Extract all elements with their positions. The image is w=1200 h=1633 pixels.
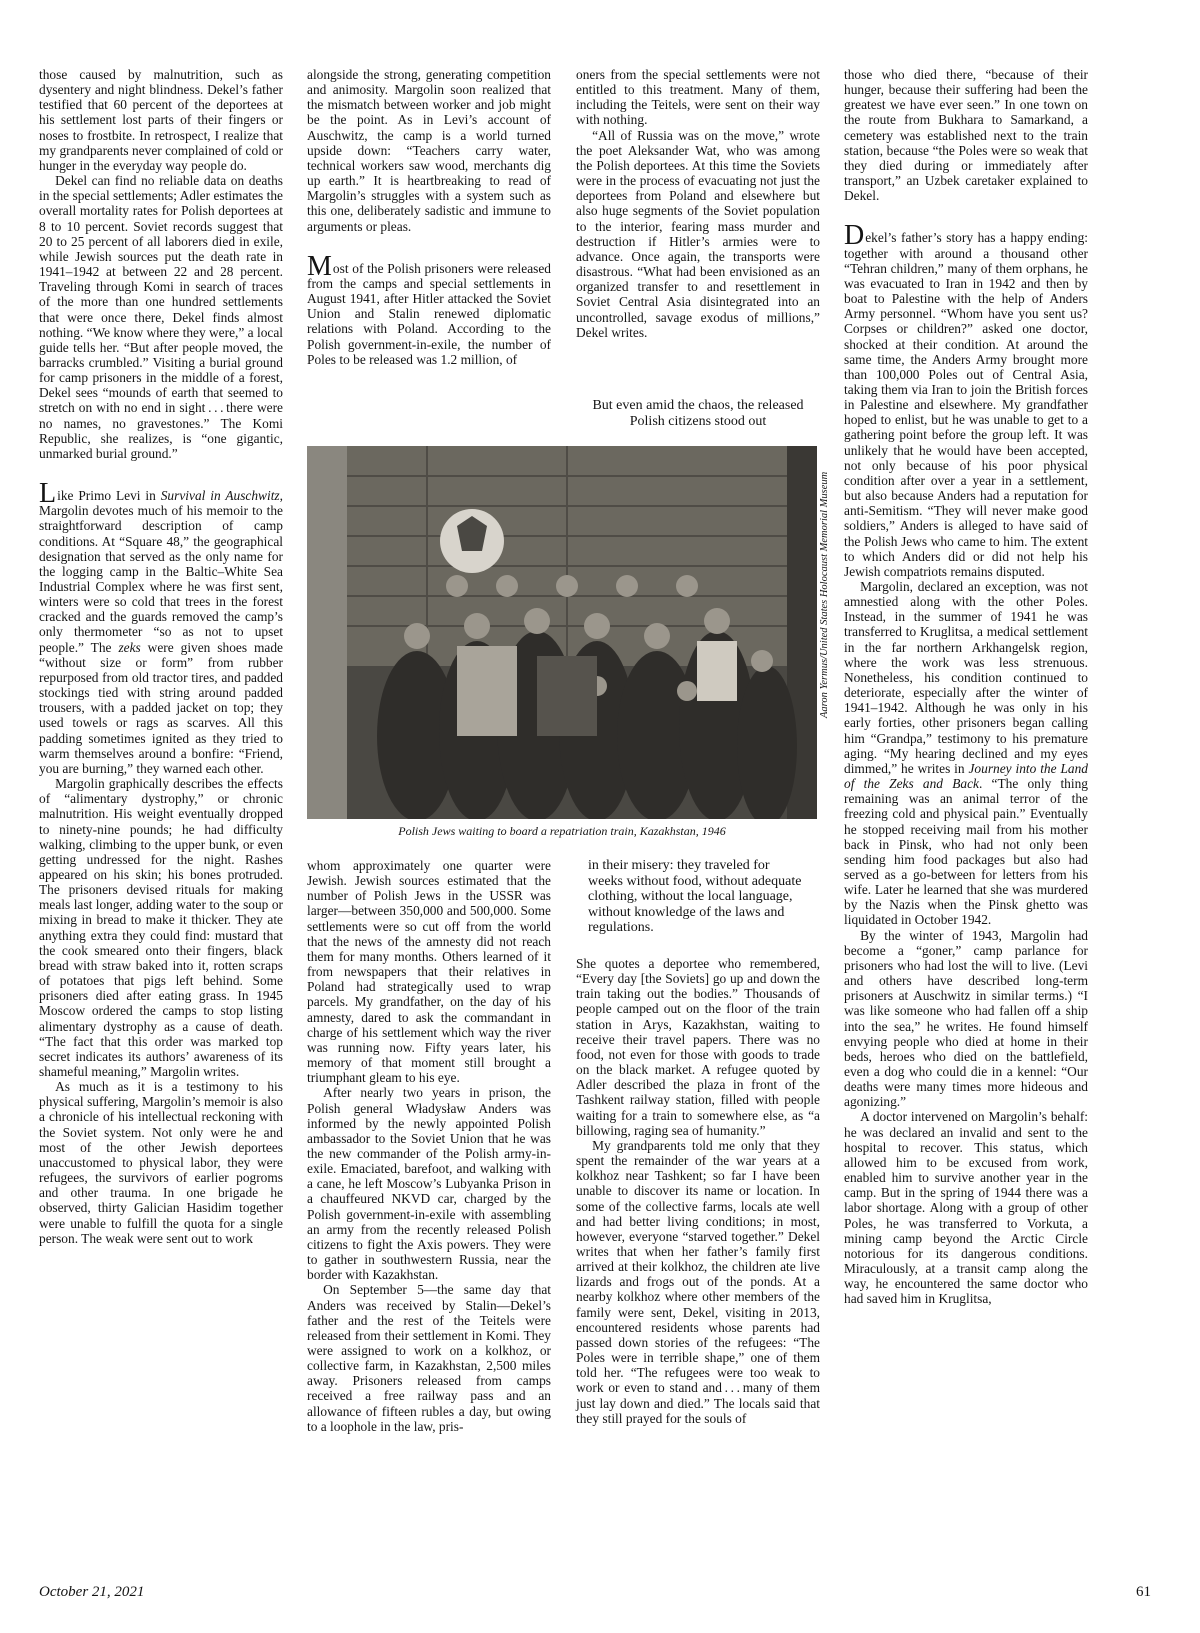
book-title: Survival in Auschwitz [160,488,280,504]
photo-credit: Aaron Yermus/United States Holocaust Memorial Museum [819,471,830,719]
paragraph: My grandparents told me only that they spent the remainder of the war years at a kolkhoz near Tashkent; so far I have been unable to discover its name or location. In some of the collective farms, locals ate well and had better living conditions; in most, however, everyone “starved together.” Dekel writes that when her father’s family first arrived at their kolkhoz, the children ate live lizards and frogs out of the ponds. At a nearby kolkhoz where other members of the family were sent, Dekel, visiting in 2013, encountered residents whose parents had passed down stories of the refugees: “The Poles were in terrible shape,” one of them told her. “The refugees were too weak to work or even to stand and . . . many of them just lay down and died.” The locals said that they still prayed for the souls of [576,1137,820,1426]
pull-quote-top: But even amid the chaos, the released Polish citizens stood out [592,398,804,429]
section-opening-paragraph: Dekel’s father’s story has a happy ending: together with around a thousand other “Tehran children,” many of them orphans, he was evacuated to Iran in 1942 and then by boat to Palestine with the help of Anders Army personnel. “Whom have you sent us? Corpses or children?” asked one doctor, shocked at their condition. At around the same time, the Anders Army brought more than 100,000 Poles out of Central Asia, taking them via Iran to join the British forces in Palestine and elsewhere. My grandfather hoped to enlist, but he was unable to get to a gathering point before the group left. It was unlikely that he would have been accepted, not only because of his poor physical condition after over a year in a settlement, but also because Anders had a reputation for anti-Semitism. “They will never make good soldiers,” Anders is alleged to have said of the Polish Jews who came to him. The extent to which Anders did or did not help his Jewish compatriots remains disputed. [844,220,1088,579]
column-2-bottom [307,858,551,1434]
group-photo-image [307,446,817,819]
paragraph: whom approximately one quarter were Jewish. Jewish sources estimated that the number of Polish Jews in the USSR was larger—between 350,000 and 500,000. Some settlements were so cut off from the world that the news of the amnesty did not reach them for many months. Others learned of it from newspapers that their relatives in Poland had strategically used to wrap parcels. My grandfather, on the day of his amnesty, dared to ask the commandant in charge of his settlement which way the river was running now. Fifty years later, his memory of that moment still brought a triumphant gleam to his eye. [307,858,551,1086]
drop-cap: M [307,250,332,282]
paragraph: Margolin, declared an exception, was not amnestied along with the other Poles. Instead, in the summer of 1941 he was transferred to Kruglitsa, a medical settlement in the far northern Arkhangelsk region, where the work was less strenuous. Nonetheless, his condition continued to deteriorate, especially after the winter of 1941–1942. Although he was only in his early forties, other prisoners began calling him “Grandpa,” testimony to his premature aging. “My hearing declined and my eyes dimmed,” he writes in Journey into the Land of the Zeks and Back. “The only thing remaining was an animal terror of the freezing cold and physical pain.” Eventually he stopped receiving mail from his mother back in Pinsk, who had not only been sending him food packages but also had served as a go-between for letters from his wife. Later he learned that she was murdered by the Nazis when the Pinsk ghetto was liquidated in October 1942. [844,579,1088,928]
paragraph: By the winter of 1943, Margolin had become a “goner,” camp parlance for prisoners who had lost the will to live. (Levi and others have described long-term prisoners at Auschwitz in similar terms.) “I was like someone who had fallen off a ship into the sea,” he writes. He found himself envying people who died at home in their beds, heroes who died on the battlefield, even a dog who could die in a kennel: “Our deaths were many times more hideous and agonizing.” [844,927,1088,1110]
paragraph: She quotes a deportee who remembered, “Every day [the Soviets] go up and down the train taking out the bodies.” Thousands of people camped out on the floor of the train station in Arys, Kazakhstan, waiting to receive their travel papers. There was no food, not even for those with goods to trade on the black market. A refugee quoted by Adler described the plaza in front of the Tashkent railway station, filled with people waiting for a train to somewhere else, as “a billowing, raging sea of humanity.” [576,956,820,1138]
column-2-top [307,67,551,367]
drop-cap: L [39,478,57,510]
column-1 [39,67,283,1246]
paragraph: Margolin graphically describes the effects of “alimentary dystrophy,” or chronic malnutrition. His weight eventually dropped to ninety-nine pounds; he had difficulty walking, climbing to the upper bunk, or even getting undressed for the night. Rashes appeared on his skin; his bones protruded. The prisoners devised rituals for making meals last longer, adding water to the soup or mixing in bread to make it thicker. They ate anything extra they could find: mustard that the cook smeared onto their fingers, black bread with straw baked into it, rotten scraps of potatoes that pigs left behind. Some prisoners died after eating grass. In 1945 Moscow ordered the camps to stop listing alimentary dystrophy as a cause of death. “The fact that this order was marked top secret indicates its authors’ awareness of its shameful meaning,” Margolin writes. [39,776,283,1079]
book-title: Journey into the Land of the Zeks and Back [844,760,1088,792]
column-4 [844,67,1088,1307]
section-opening-paragraph: Like Primo Levi in Survival in Auschwitz, Margolin devotes much of his memoir to the straightforward description of camp conditions. At “Square 48,” the geographical designation that served as the only name for the logging camp in the Baltic–White Sea Industrial Complex where he was first sent, winters were so cold that trees in the forest cracked and the guards removed the camp’s only thermometer “so as not to upset people.” The zeks were given shoes made “without size or form” from rubber repurposed from old tractor tires, and padded stockings tied with string around padded trousers, with a padded jacket on top; they used towels or rags as scarves. All this padding sometimes ignited as they tried to warm themselves around a bonfire: “Friend, you are burning,” they warned each other. [39,478,283,776]
paragraph: As much as it is a testimony to his physical suffering, Margolin’s memoir is also a chronicle of his intellectual reckoning with the Soviet system. Not only were he and most of the other Jewish deportees unaccustomed to physical labor, they were refugees, the survivors of earlier pogroms and other trauma. In one brigade he observed, thirty Galician Hasidim together were unable to fulfill the quota for a single person. The weak were sent out to work [39,1079,283,1246]
section-opening-paragraph: Most of the Polish prisoners were released from the camps and special settlements in August 1941, after Hitler attacked the Soviet Union and Stalin renewed diplomatic relations with Poland. According to the Polish government-in-exile, the number of Poles to be released was 1.2 million, of [307,250,551,367]
photograph [307,446,817,819]
column-3-top [576,67,820,340]
issue-date: October 21, 2021 [39,1584,145,1600]
column-3-bottom [576,956,820,1426]
drop-cap: D [844,220,865,252]
paragraph: After nearly two years in prison, the Polish general Władysław Anders was informed by the newly appointed Polish ambassador to the Soviet Union that he was the new commander of the Polish army-in-exile. Emaciated, barefoot, and walking with a cane, he left Moscow’s Lubyanka Prison in a chauffeured NKVD car, charged by the Polish government-in-exile with assembling an army from the recently released Polish citizens to fight the Axis powers. They were to gather in southwestern Russia, near the border with Kazakhstan. [307,1085,551,1283]
paragraph: oners from the special settlements were not entitled to this treatment. Many of them, including the Teitels, were sent on their way with nothing. [576,67,820,128]
pull-quote-bottom: in their misery: they traveled for weeks without food, without adequate clothing, without the local language, without knowledge of the laws and regulations. [588,858,802,935]
paragraph: “All of Russia was on the move,” wrote the poet Aleksander Wat, who was among the Polish deportees. At this time the Soviets were in the process of evacuating not just the deportees from Poland and elsewhere but also huge segments of the Soviet population to the interior, fearing mass murder and destruction if Hitler’s armies were to advance. Once again, the transports were disastrous. “What had been envisioned as an organized transfer to and resettlement in Soviet Central Asia disintegrated into an uncontrolled, savage exodus of millions,” Dekel writes. [576,127,820,340]
paragraph: those caused by malnutrition, such as dysentery and night blindness. Dekel’s father testified that 60 percent of the deportees at his settlement lost parts of their fingers or noses to frostbite. In retrospect, I realize that my grandparents never complained of cold or hunger in the everyday way people do. [39,67,283,173]
paragraph: On September 5—the same day that Anders was received by Stalin—Dekel’s father and the rest of the Teitels were released from their settlement in Komi. They were assigned to work on a kolkhoz, or collective farm, in Kazakhstan, 2,500 miles away. Prisoners released from camps received a free railway pass and an allowance of fifteen rubles a day, but owing to a loophole in the law, pris- [307,1282,551,1434]
photo-caption: Polish Jews waiting to board a repatriation train, Kazakhstan, 1946 [398,824,726,838]
paragraph: Dekel can find no reliable data on deaths in the special settlements; Adler estimates the overall mortality rates for Polish deportees at 8 to 10 percent. Soviet records suggest that 20 to 25 percent of all laborers died in exile, while Jewish sources put the death rate in 1941–1942 at between 22 and 28 percent. Traveling through Komi in search of traces of the more than one hundred settlements that were once there, Dekel finds almost nothing. “We know where they were,” a local guide tells her. “But after people moved, the barracks crumbled.” Visiting a burial ground for camp prisoners in the middle of a forest, Dekel sees “mounds of earth that seemed to stretch on with no end in sight . . . there were no names, no gravestones.” The Komi Republic, she realizes, is “one gigantic, unmarked burial ground.” [39,173,283,461]
paragraph: alongside the strong, generating competition and animosity. Margolin soon realized that the mismatch between worker and job might be the point. As in Levi’s account of Auschwitz, the camp is a world turned upside down: “Teachers carry water, technical workers saw wood, merchants dig up earth.” It is heartbreaking to read of Margolin’s struggles with a system such as this one, deliberately sadistic and immune to arguments or pleas. [307,67,551,234]
page-number: 61 [1136,1584,1151,1600]
paragraph: A doctor intervened on Margolin’s behalf: he was declared an invalid and sent to the hospital to recover. This status, which allowed him to be excused from work, enabled him to survive another year in the camp. But in the spring of 1944 there was a labor shortage. Along with a group of other Poles, he was transferred to Vorkuta, a mining camp beyond the Arctic Circle notorious for its dangerous conditions. Miraculously, at a transit camp along the way, he encountered the same doctor who had saved him in Kruglitsa, [844,1109,1088,1307]
paragraph: those who died there, “because of their hunger, because their suffering had been the greatest we have ever seen.” In one town on the route from Bukhara to Samarkand, a cemetery was established next to the train station, because “the Poles were so weak that they died during or immediately after transport,” an Uzbek caretaker explained to Dekel. [844,67,1088,204]
